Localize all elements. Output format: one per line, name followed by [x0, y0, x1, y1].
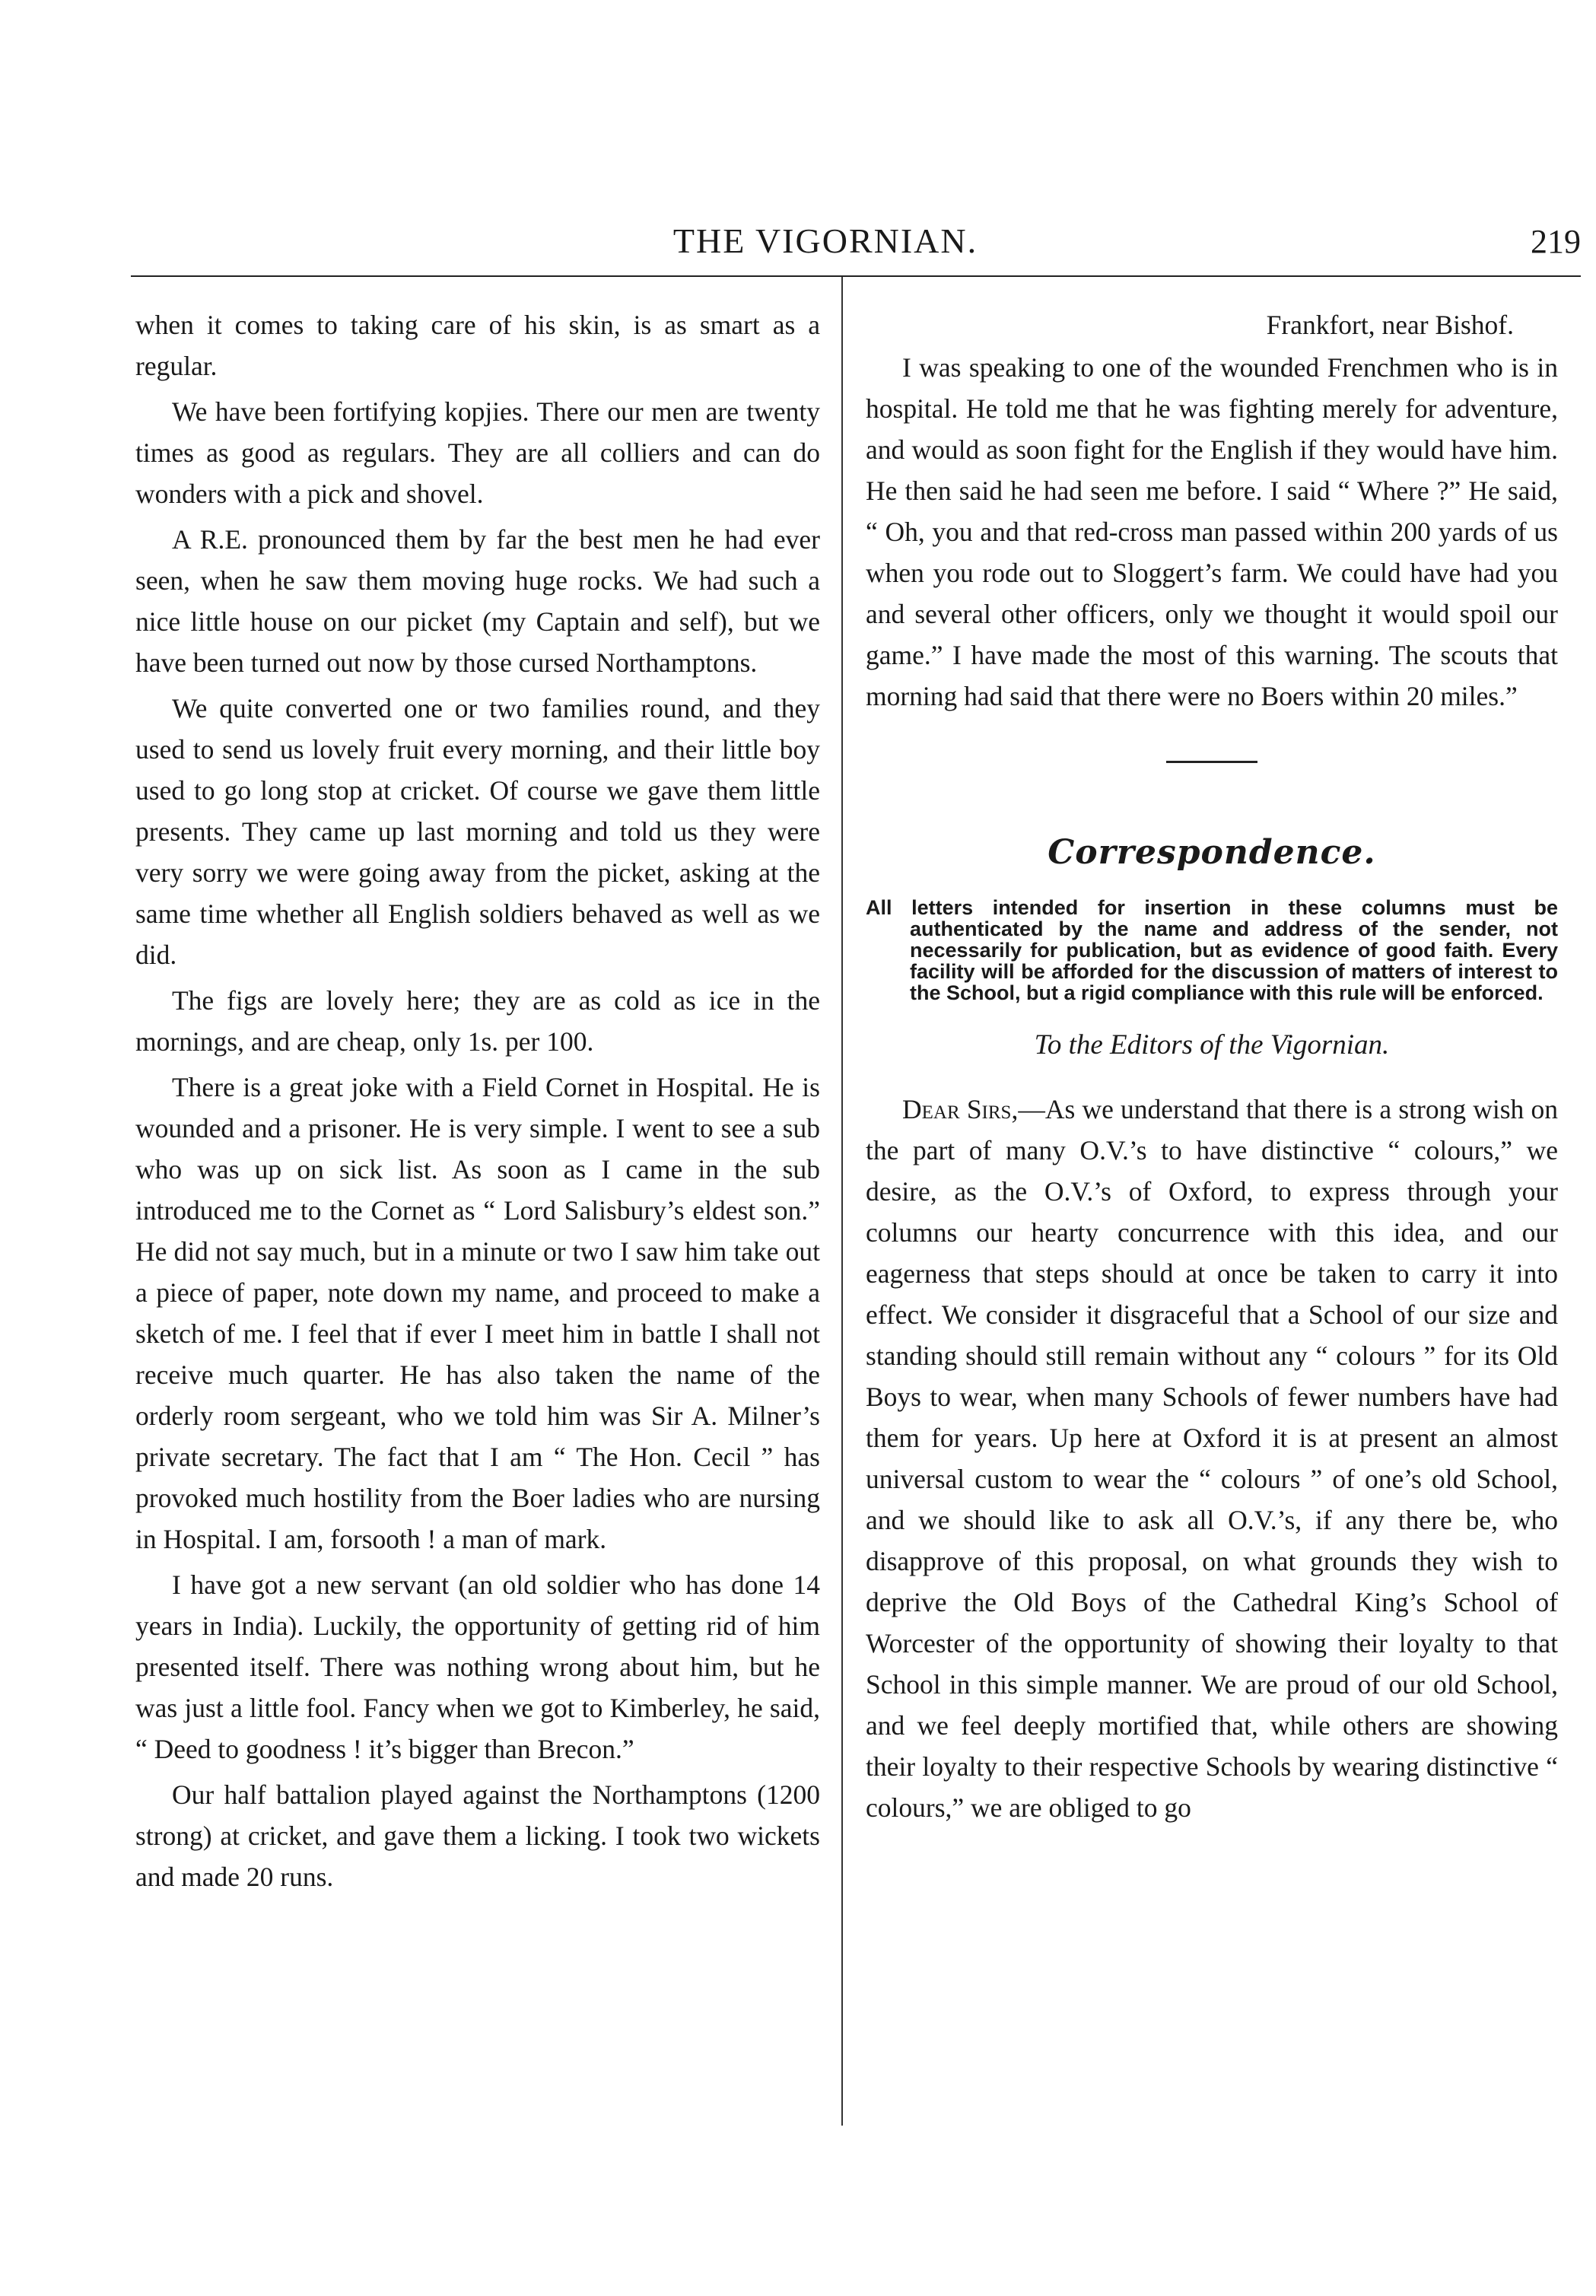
section-heading: Correspondence. — [1048, 833, 1376, 872]
paragraph: We quite converted one or two families round, and they used to send us lovely fruit every morning, and their little boy used to go long stop at cricket. Of course we gave them little presents. They came up last morning and told us they were very sorry we were going away from the picket, asking at the same time whether all English soldiers behaved as well as we did. — [135, 693, 820, 970]
paragraph: I have got a new servant (an old soldier who has done 14 years in India). Luckily, the opportunity of getting rid of him presented itself. There was nothing wrong about him, but he was just a little fool. Fancy when we got to Kimberley, he said, “ Deed to goodness ! it’s bigger than Brecon.” — [135, 1569, 820, 1764]
right-column — [866, 304, 1558, 1833]
header-rule — [131, 275, 1581, 277]
letter-addressee: To the Editors of the Vigornian. — [1034, 1029, 1390, 1061]
paragraph: A R.E. pronounced them by far the best men he had ever seen, when he saw them moving huge rocks. We had such a nice little house on our picket (my Captain and self), but we have been turned out now by those cursed Northamptons. — [135, 524, 820, 678]
salutation: Dear Sirs, — [902, 1094, 1019, 1124]
letter-body — [866, 1089, 1558, 1828]
publication-title: THE VIGORNIAN. — [672, 221, 978, 260]
paragraph: I was speaking to one of the wounded Frenchmen who is in hospital. He told me that he was fighting merely for adventure, and would as soon fight for the English if they would have him. He then said he had seen me before. I said “ Where ?” He said, “ Oh, you and that red-cross man passed within 200 yards of us when you rode out to Sloggert’s farm. We could have had you and several other officers, only we thought it would spoil our game.” I have made the most of this warning. The scouts that morning had said that there were no Boers within 20 miles.” — [866, 352, 1558, 711]
letter-text: —As we understand that there is a strong wish on the part of many O.V.’s to have distinctive “ colours,” we desire, as the O.V.’s of Oxford, to express through your columns our hearty concurrence with this idea, and our eagerness that steps should at once be taken to carry it into effect. We consider it disgraceful that a School of our size and standing should still remain without any “ colours ” for its Old Boys to wear, when many Schools of fewer numbers have had them for years. Up here at Oxford it is at present an almost universal custom to wear the “ colours ” of one’s old School, and we should like to ask all O.V.’s, if any there be, who disapprove of this proposal, on what grounds they wish to deprive the Old Boys of the Cathedral King’s School of Worcester of the opportunity of showing their loyalty to that School in this simple manner. We are proud of our old School, and we feel deeply mortified that, while others are showing their loyalty to their respective Schools by wearing distinctive “ colours,” we are obliged to go — [866, 1094, 1558, 1823]
paragraph: We have been fortifying kopjies. There our men are twenty times as good as regulars. They are all colliers and can do wonders with a pick and shovel. — [135, 396, 820, 509]
dateline: Frankfort, near Bishof. — [1266, 310, 1514, 340]
editorial-notice: All letters intended for insertion in these columns must be authenticated by the name and address of the sender, not necessarily for publication, but as evidence of good faith. Every facility will be afforded for the discussion of matters of interest to the School, but a rigid compliance with this rule will be enforced. — [866, 896, 1558, 1004]
column-divider — [841, 277, 843, 2126]
paragraph: when it comes to taking care of his skin, is as smart as a regular. — [135, 310, 820, 381]
paragraph: The figs are lovely here; they are as cold as ice in the mornings, and are cheap, only 1s. per 100. — [135, 985, 820, 1057]
paragraph: There is a great joke with a Field Cornet in Hospital. He is wounded and a prisoner. He is very simple. I went to see a sub who was up on sick list. As soon as I came in the sub introduced me to the Cornet as “ Lord Salisbury’s eldest son.” He did not say much, but in a minute or two I saw him take out a piece of paper, note down my name, and proceed to make a sketch of me. I feel that if ever I meet him in battle I shall not receive much quarter. He has also taken the name of the orderly room sergeant, who we told him was Sir A. Milner’s private secretary. The fact that I am “ The Hon. Cecil ” has provoked much hostility from the Boer ladies who are nursing in Hospital. I am, forsooth ! a man of mark. — [135, 1072, 820, 1554]
left-column — [135, 304, 820, 1902]
page-header — [131, 221, 1581, 274]
page-number: 219 — [1531, 223, 1581, 260]
section-divider — [1166, 761, 1257, 763]
paragraph: Our half battalion played against the Northamptons (1200 strong) at cricket, and gave them a licking. I took two wickets and made 20 runs. — [135, 1779, 820, 1892]
